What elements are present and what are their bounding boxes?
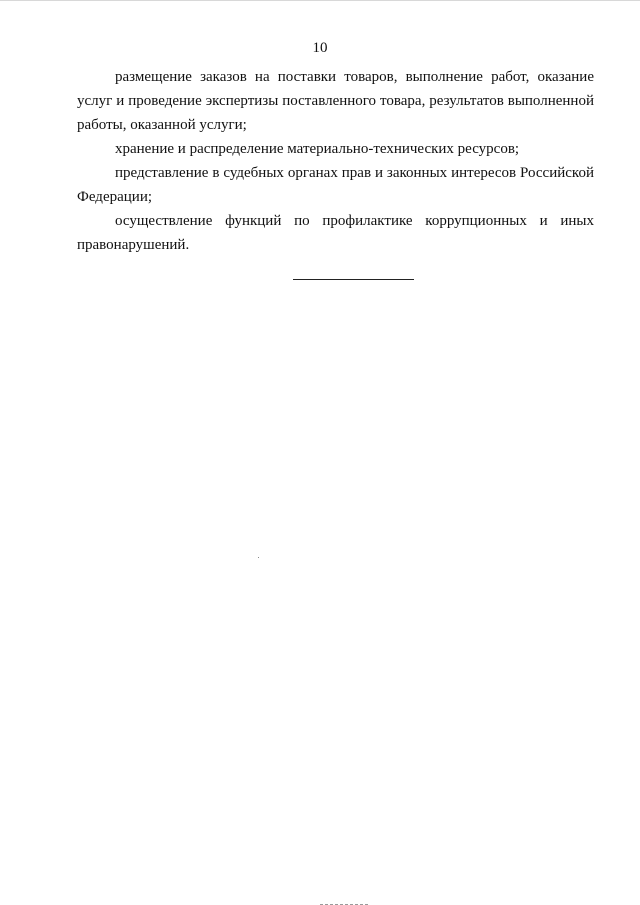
- paragraph-storage: хранение и распределение материально-технических ресурсов;: [115, 141, 520, 157]
- end-of-text-divider: [293, 279, 414, 280]
- paragraph-anti-corruption: осуществление функций по профилактике коррупционных и иных правонарушений.: [77, 213, 594, 253]
- scan-speck: [258, 557, 259, 558]
- page-number: 10: [312, 40, 328, 56]
- document-body: [77, 65, 594, 257]
- paragraph-procurement: размещение заказов на поставки товаров, выполнение работ, оказание услуг и проведение экспертизы поставленного товара, результатов выполненной работы, оказанной услуги;: [77, 69, 594, 133]
- paragraph-court-representation: представление в судебных органах прав и законных интересов Российской Федерации;: [77, 165, 594, 205]
